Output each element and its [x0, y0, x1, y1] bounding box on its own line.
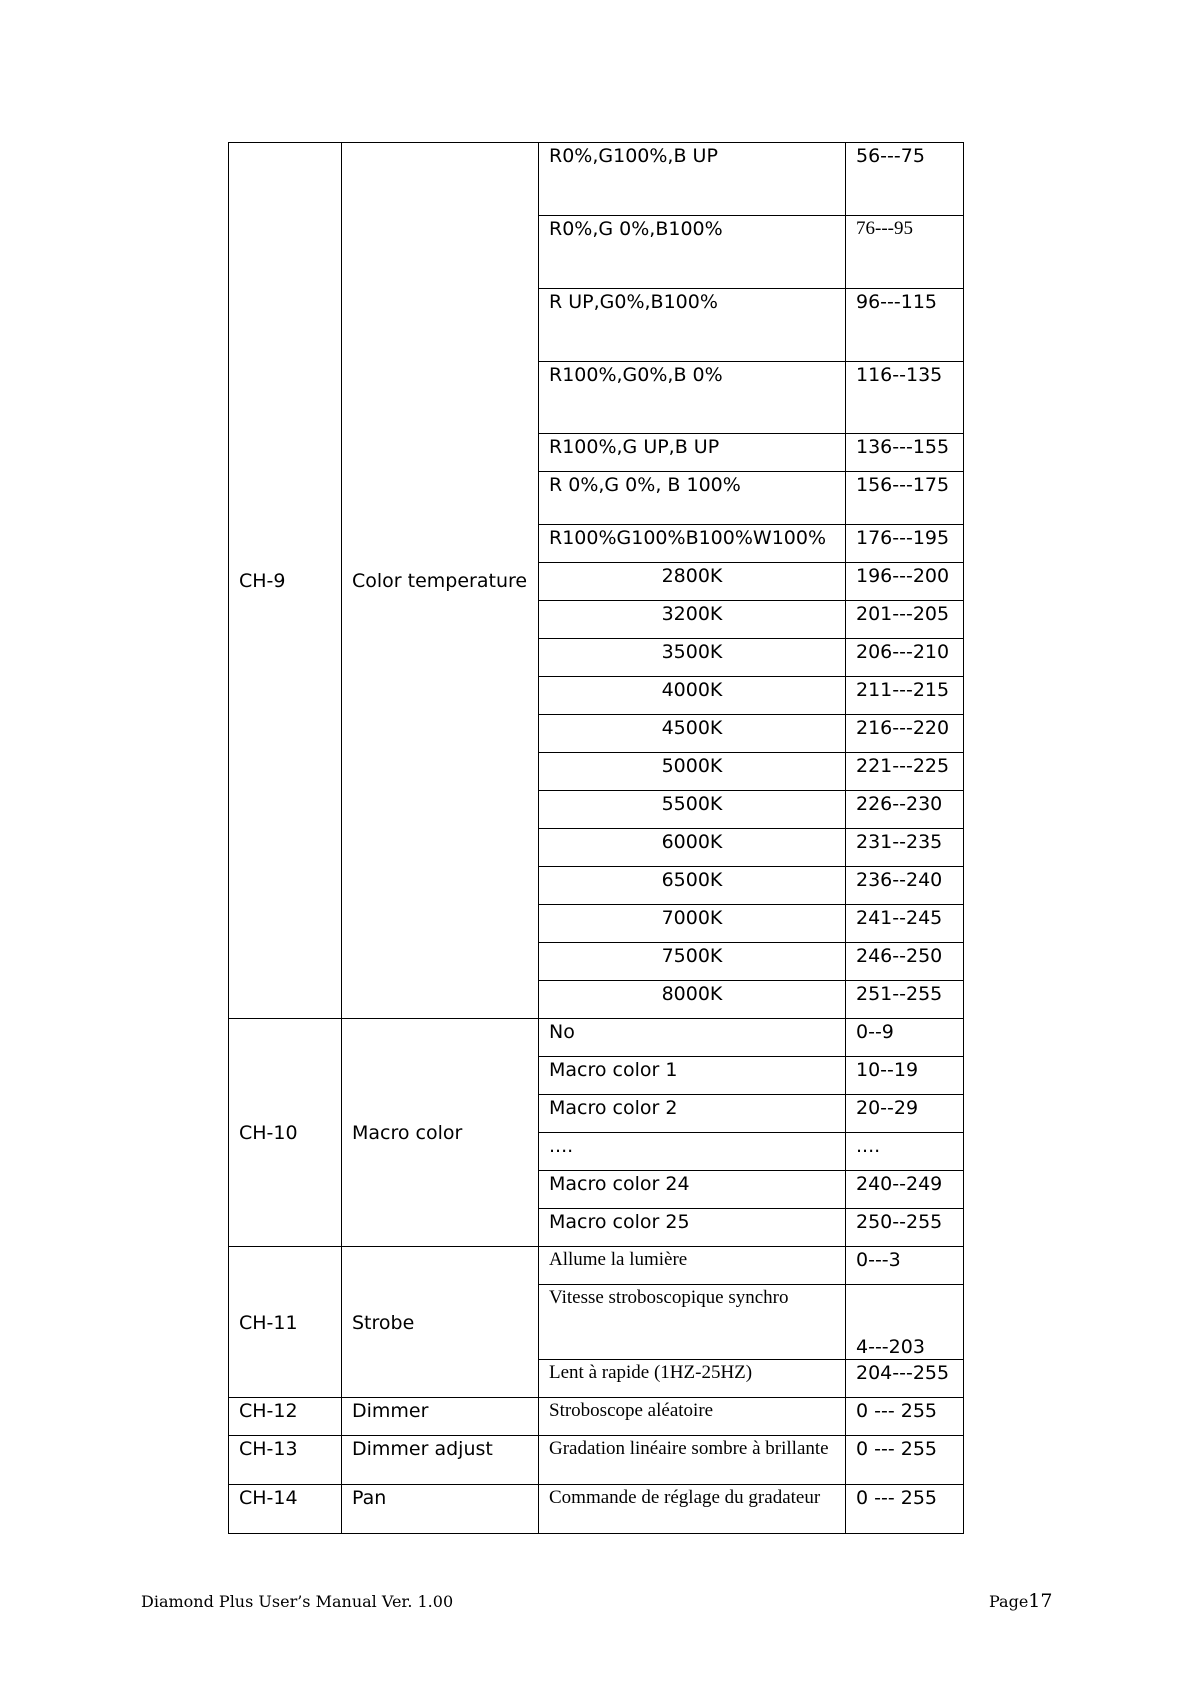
range-value: .... [846, 1133, 964, 1171]
range-value: 206---210 [846, 639, 964, 677]
function-cell: Dimmer adjust [342, 1436, 539, 1485]
range-value: 236--240 [846, 867, 964, 905]
range-value: 176---195 [846, 525, 964, 563]
table-row [229, 1019, 964, 1057]
range-label: 8000K [539, 981, 846, 1019]
range-value: 251--255 [846, 981, 964, 1019]
range-label: Macro color 24 [539, 1171, 846, 1209]
dmx-channel-table [228, 142, 964, 1534]
range-label: R100%G100%B100%W100% [539, 525, 846, 563]
range-value: 231--235 [846, 829, 964, 867]
range-label: R100%,G0%,B 0% [539, 362, 846, 434]
range-value: 211---215 [846, 677, 964, 715]
range-value: 240--249 [846, 1171, 964, 1209]
range-value: 0---3 [846, 1247, 964, 1285]
range-value: 20--29 [846, 1095, 964, 1133]
range-label: 4500K [539, 715, 846, 753]
range-value: 241--245 [846, 905, 964, 943]
table-row [229, 1436, 964, 1485]
range-label: Macro color 2 [539, 1095, 846, 1133]
channel-cell: CH-10 [229, 1019, 342, 1247]
channel-cell: CH-11 [229, 1247, 342, 1398]
footer-manual-title: Diamond Plus User’s Manual Ver. 1.00 [141, 1592, 454, 1611]
range-value: 201---205 [846, 601, 964, 639]
function-cell: Strobe [342, 1247, 539, 1398]
range-label: Stroboscope aléatoire [539, 1398, 846, 1436]
range-value: 226--230 [846, 791, 964, 829]
range-label: 4000K [539, 677, 846, 715]
range-label: Macro color 1 [539, 1057, 846, 1095]
range-value: 0 --- 255 [846, 1436, 964, 1485]
range-label: 3200K [539, 601, 846, 639]
range-value: 0 --- 255 [846, 1398, 964, 1436]
range-value: 250--255 [846, 1209, 964, 1247]
range-value: 216---220 [846, 715, 964, 753]
range-label: 6000K [539, 829, 846, 867]
page-label: Page [989, 1592, 1029, 1611]
range-label: R UP,G0%,B100% [539, 289, 846, 362]
range-value: 0--9 [846, 1019, 964, 1057]
range-value: 96---115 [846, 289, 964, 362]
page-number: 17 [1028, 1590, 1053, 1612]
range-label: Lent à rapide (1HZ-25HZ) [539, 1360, 846, 1398]
range-label: .... [539, 1133, 846, 1171]
range-label: 5500K [539, 791, 846, 829]
range-label: 6500K [539, 867, 846, 905]
range-label: 7500K [539, 943, 846, 981]
range-value: 136---155 [846, 434, 964, 472]
range-value: 204---255 [846, 1360, 964, 1398]
range-label: 2800K [539, 563, 846, 601]
range-label: 5000K [539, 753, 846, 791]
function-cell: Macro color [342, 1019, 539, 1247]
function-cell: Pan [342, 1485, 539, 1534]
range-label: R 0%,G 0%, B 100% [539, 472, 846, 525]
channel-cell: CH-14 [229, 1485, 342, 1534]
range-label: Vitesse stroboscopique synchro [539, 1285, 846, 1360]
range-label: 3500K [539, 639, 846, 677]
range-label: Commande de réglage du gradateur [539, 1485, 846, 1534]
range-label: Gradation linéaire sombre à brillante [539, 1436, 846, 1485]
channel-cell: CH-9 [229, 143, 342, 1019]
range-value: 156---175 [846, 472, 964, 525]
range-label: R100%,G UP,B UP [539, 434, 846, 472]
range-label: R0%,G100%,B UP [539, 143, 846, 216]
range-value: 0 --- 255 [846, 1485, 964, 1534]
range-value: 196---200 [846, 563, 964, 601]
range-label: Allume la lumière [539, 1247, 846, 1285]
range-value: 246--250 [846, 943, 964, 981]
range-value: 56---75 [846, 143, 964, 216]
function-cell: Dimmer [342, 1398, 539, 1436]
range-label: Macro color 25 [539, 1209, 846, 1247]
range-label: 7000K [539, 905, 846, 943]
range-value: 116--135 [846, 362, 964, 434]
footer-page-number [989, 1590, 1052, 1612]
range-value: 76---95 [846, 216, 964, 289]
table-row [229, 1485, 964, 1534]
table-row [229, 143, 964, 216]
channel-cell: CH-13 [229, 1436, 342, 1485]
table-row [229, 1398, 964, 1436]
function-cell: Color temperature [342, 143, 539, 1019]
table-row [229, 1247, 964, 1285]
channel-cell: CH-12 [229, 1398, 342, 1436]
range-value: 4---203 [846, 1285, 964, 1360]
range-value: 221---225 [846, 753, 964, 791]
range-label: R0%,G 0%,B100% [539, 216, 846, 289]
range-value: 10--19 [846, 1057, 964, 1095]
range-label: No [539, 1019, 846, 1057]
